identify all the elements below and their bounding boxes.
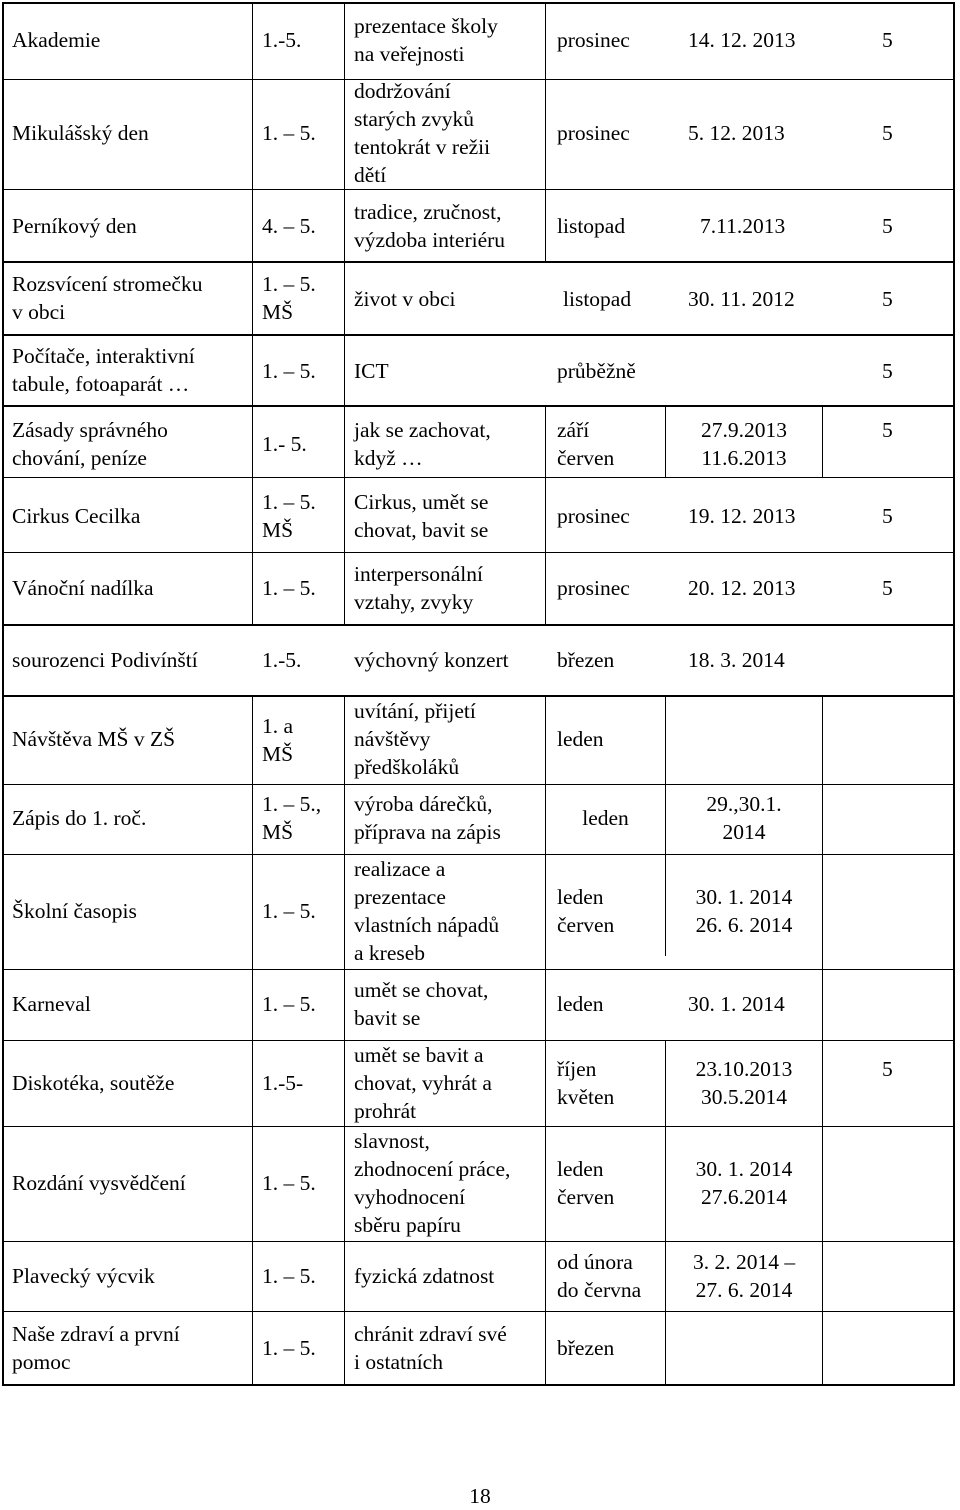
cell-date: 30. 1. 2014 27.6.2014 xyxy=(695,1157,793,1209)
row-separator xyxy=(2,477,955,478)
cell-month: listopad xyxy=(557,214,626,238)
cell-month: prosinec xyxy=(557,121,630,145)
cell-month: leden červen xyxy=(557,1157,615,1209)
cell-date: 20. 12. 2013 xyxy=(688,576,796,600)
cell-event: sourozenci Podivínští xyxy=(12,648,198,672)
cell-grades: 1. – 5., MŠ xyxy=(262,792,322,844)
cell-topic: uvítání, přijetí návštěvy předškoláků xyxy=(354,699,476,779)
cell-grades: 1. – 5. xyxy=(262,1171,316,1195)
cell-topic: chránit zdraví své i ostatních xyxy=(354,1322,507,1374)
cell-date: 30. 1. 2014 xyxy=(688,992,785,1016)
row-separator xyxy=(2,1311,955,1312)
cell-month: leden xyxy=(582,806,629,830)
cell-event: Karneval xyxy=(12,992,91,1016)
column-separator xyxy=(344,2,345,626)
column-separator xyxy=(822,696,823,1386)
table-border-right xyxy=(953,2,955,1386)
row-separator xyxy=(2,189,955,190)
cell-topic: slavnost, zhodnocení práce, vyhodnocení sběru papíru xyxy=(354,1129,511,1237)
cell-date: 3. 2. 2014 – 27. 6. 2014 xyxy=(692,1250,796,1302)
cell-topic: umět se chovat, bavit se xyxy=(354,978,489,1030)
cell-event: Zásady správného chování, peníze xyxy=(12,418,168,470)
cell-count: 5 xyxy=(882,576,893,600)
cell-count: 5 xyxy=(882,418,893,442)
cell-topic: výchovný konzert xyxy=(354,648,509,672)
cell-month: průběžně xyxy=(557,359,636,383)
cell-date: 19. 12. 2013 xyxy=(688,504,796,528)
cell-count: 5 xyxy=(882,504,893,528)
cell-event: Návštěva MŠ v ZŠ xyxy=(12,727,176,751)
page-number: 18 xyxy=(469,1484,491,1508)
cell-month: říjen květen xyxy=(557,1057,615,1109)
cell-month: leden xyxy=(557,992,604,1016)
cell-month: září červen xyxy=(557,418,615,470)
column-separator xyxy=(545,2,546,262)
cell-event: Cirkus Cecilka xyxy=(12,504,141,528)
cell-grades: 1.-5- xyxy=(262,1071,304,1095)
cell-grades: 1. – 5. xyxy=(262,1336,316,1360)
cell-grades: 1. – 5. MŠ xyxy=(262,272,316,324)
cell-date: 29.,30.1. 2014 xyxy=(706,792,782,844)
cell-topic: ICT xyxy=(354,359,389,383)
cell-date: 30. 11. 2012 xyxy=(688,287,795,311)
cell-grades: 1.-5. xyxy=(262,648,302,672)
column-separator xyxy=(344,696,345,1386)
cell-topic: život v obci xyxy=(354,287,456,311)
cell-event: Zápis do 1. roč. xyxy=(12,806,147,830)
cell-topic: tradice, zručnost, výzdoba interiéru xyxy=(354,200,506,252)
cell-grades: 1.-5. xyxy=(262,28,302,52)
column-separator xyxy=(545,696,546,1386)
cell-grades: 1. – 5. xyxy=(262,992,316,1016)
row-separator xyxy=(2,405,955,407)
cell-month: od února do června xyxy=(557,1250,642,1302)
cell-date: 7.11.2013 xyxy=(700,214,786,238)
cell-count: 5 xyxy=(882,214,893,238)
cell-month: prosinec xyxy=(557,504,630,528)
cell-count: 5 xyxy=(882,121,893,145)
cell-date: 18. 3. 2014 xyxy=(688,648,785,672)
cell-topic: interpersonální vztahy, zvyky xyxy=(354,562,483,614)
cell-event: Rozdání vysvědčení xyxy=(12,1171,186,1195)
cell-topic: výroba dárečků, příprava na zápis xyxy=(354,792,501,844)
cell-grades: 1. – 5. MŠ xyxy=(262,490,316,542)
cell-event: Školní časopis xyxy=(12,899,137,923)
cell-event: Plavecký výcvik xyxy=(12,1264,155,1288)
column-separator xyxy=(822,406,823,478)
row-separator xyxy=(2,334,955,336)
row-separator xyxy=(2,552,955,553)
cell-event: Perníkový den xyxy=(12,214,137,238)
cell-month: prosinec xyxy=(557,28,630,52)
cell-topic: umět se bavit a chovat, vyhrát a prohrát xyxy=(354,1043,492,1123)
cell-grades: 1.- 5. xyxy=(262,432,307,456)
cell-grades: 1. – 5. xyxy=(262,1264,316,1288)
cell-date: 27.9.2013 11.6.2013 xyxy=(701,418,787,470)
cell-count: 5 xyxy=(882,287,893,311)
column-separator xyxy=(252,696,253,1386)
cell-topic: prezentace školy na veřejnosti xyxy=(354,14,498,66)
cell-month: listopad xyxy=(563,287,632,311)
row-separator xyxy=(2,624,955,626)
cell-topic: realizace a prezentace vlastních nápadů a kreseb xyxy=(354,857,500,965)
cell-grades: 1. – 5. xyxy=(262,899,316,923)
cell-month: prosinec xyxy=(557,576,630,600)
cell-month: březen xyxy=(557,1336,615,1360)
cell-month: leden xyxy=(557,727,604,751)
cell-event: Naše zdraví a první pomoc xyxy=(12,1322,180,1374)
table-border-left xyxy=(2,2,4,1386)
cell-grades: 1. – 5. xyxy=(262,121,316,145)
cell-date: 23.10.2013 30.5.2014 xyxy=(695,1057,793,1109)
cell-date: 5. 12. 2013 xyxy=(688,121,785,145)
cell-event: Akademie xyxy=(12,28,101,52)
column-separator xyxy=(545,406,546,626)
cell-topic: fyzická zdatnost xyxy=(354,1264,495,1288)
cell-event: Rozsvícení stromečku v obci xyxy=(12,272,203,324)
table-border-top xyxy=(2,2,955,4)
cell-topic: dodržování starých zvyků tentokrát v režii dětí xyxy=(354,79,491,187)
row-separator xyxy=(2,261,955,263)
column-separator xyxy=(252,2,253,626)
cell-event: Počítače, interaktivní tabule, fotoaparát … xyxy=(12,344,195,396)
cell-date: 30. 1. 2014 26. 6. 2014 xyxy=(695,885,793,937)
cell-event: Vánoční nadílka xyxy=(12,576,154,600)
cell-date: 14. 12. 2013 xyxy=(688,28,796,52)
table-border-bottom xyxy=(2,1384,955,1386)
row-separator xyxy=(2,969,955,970)
cell-topic: Cirkus, umět se chovat, bavit se xyxy=(354,490,489,542)
cell-count: 5 xyxy=(882,359,893,383)
cell-grades: 4. – 5. xyxy=(262,214,316,238)
cell-month: březen xyxy=(557,648,615,672)
row-separator xyxy=(2,1241,955,1242)
cell-topic: jak se zachovat, když … xyxy=(354,418,491,470)
cell-event: Diskotéka, soutěže xyxy=(12,1071,175,1095)
cell-month: leden červen xyxy=(557,885,615,937)
cell-event: Mikulášský den xyxy=(12,121,149,145)
cell-grades: 1. a MŠ xyxy=(262,714,294,766)
cell-count: 5 xyxy=(882,1057,893,1081)
cell-count: 5 xyxy=(882,28,893,52)
row-separator xyxy=(2,784,955,785)
row-separator xyxy=(2,695,955,697)
cell-grades: 1. – 5. xyxy=(262,359,316,383)
cell-grades: 1. – 5. xyxy=(262,576,316,600)
